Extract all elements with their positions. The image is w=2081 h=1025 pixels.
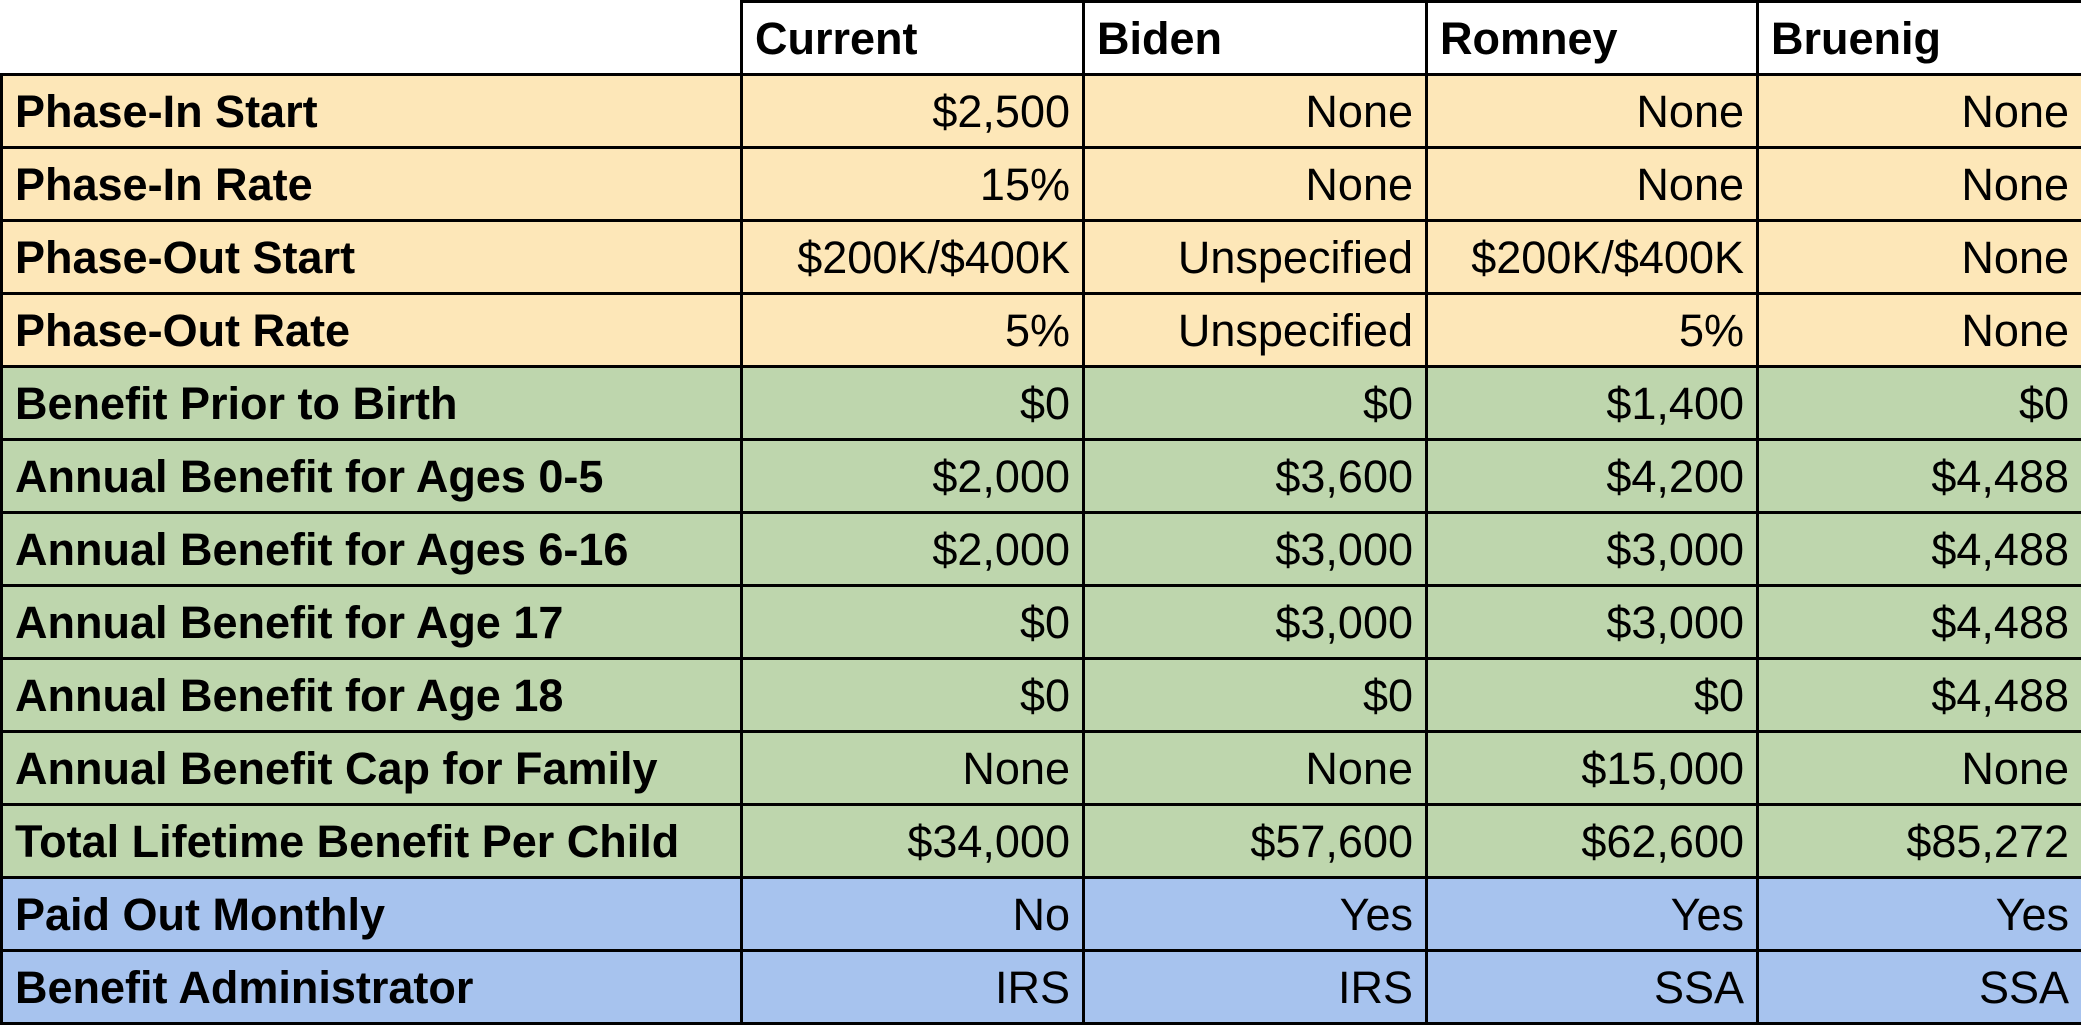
cell-romney: None — [1427, 75, 1758, 148]
cell-romney: $0 — [1427, 659, 1758, 732]
row-label: Phase-In Start — [2, 75, 742, 148]
cell-romney: Yes — [1427, 878, 1758, 951]
cell-biden: None — [1084, 732, 1427, 805]
cell-current: $2,000 — [742, 440, 1084, 513]
corner-cell — [2, 2, 742, 75]
row-label: Annual Benefit Cap for Family — [2, 732, 742, 805]
cell-biden: $0 — [1084, 659, 1427, 732]
cell-biden: $0 — [1084, 367, 1427, 440]
cell-bruenig: SSA — [1758, 951, 2081, 1024]
header-row — [2, 2, 2081, 75]
cell-biden: IRS — [1084, 951, 1427, 1024]
cell-current: $0 — [742, 659, 1084, 732]
cell-bruenig: None — [1758, 732, 2081, 805]
cell-current: None — [742, 732, 1084, 805]
table-row — [2, 878, 2081, 951]
cell-current: $34,000 — [742, 805, 1084, 878]
cell-romney: $15,000 — [1427, 732, 1758, 805]
cell-current: $2,500 — [742, 75, 1084, 148]
cell-biden: $3,600 — [1084, 440, 1427, 513]
cell-romney: 5% — [1427, 294, 1758, 367]
cell-biden: Unspecified — [1084, 221, 1427, 294]
column-header-romney: Romney — [1427, 2, 1758, 75]
row-label: Total Lifetime Benefit Per Child — [2, 805, 742, 878]
column-header-biden: Biden — [1084, 2, 1427, 75]
row-label: Paid Out Monthly — [2, 878, 742, 951]
cell-current: 5% — [742, 294, 1084, 367]
table-row — [2, 586, 2081, 659]
table-row — [2, 513, 2081, 586]
cell-romney: $3,000 — [1427, 586, 1758, 659]
cell-current: $0 — [742, 367, 1084, 440]
cell-current: $0 — [742, 586, 1084, 659]
cell-biden: Unspecified — [1084, 294, 1427, 367]
row-label: Annual Benefit for Age 17 — [2, 586, 742, 659]
cell-current: 15% — [742, 148, 1084, 221]
cell-romney: None — [1427, 148, 1758, 221]
cell-biden: $3,000 — [1084, 586, 1427, 659]
table-row — [2, 732, 2081, 805]
cell-current: $200K/$400K — [742, 221, 1084, 294]
cell-biden: $57,600 — [1084, 805, 1427, 878]
cell-bruenig: $4,488 — [1758, 586, 2081, 659]
cell-bruenig: None — [1758, 294, 2081, 367]
row-label: Phase-Out Rate — [2, 294, 742, 367]
table-body — [2, 75, 2081, 1024]
column-header-bruenig: Bruenig — [1758, 2, 2081, 75]
row-label: Phase-Out Start — [2, 221, 742, 294]
cell-romney: SSA — [1427, 951, 1758, 1024]
cell-biden: None — [1084, 75, 1427, 148]
cell-bruenig: $4,488 — [1758, 659, 2081, 732]
table-row — [2, 75, 2081, 148]
row-label: Annual Benefit for Ages 0-5 — [2, 440, 742, 513]
table-row — [2, 367, 2081, 440]
cell-biden: $3,000 — [1084, 513, 1427, 586]
row-label: Benefit Administrator — [2, 951, 742, 1024]
cell-bruenig: $0 — [1758, 367, 2081, 440]
cell-bruenig: $4,488 — [1758, 440, 2081, 513]
cell-romney: $3,000 — [1427, 513, 1758, 586]
row-label: Phase-In Rate — [2, 148, 742, 221]
cell-bruenig: $4,488 — [1758, 513, 2081, 586]
cell-bruenig: $85,272 — [1758, 805, 2081, 878]
table-row — [2, 659, 2081, 732]
table-row — [2, 294, 2081, 367]
row-label: Annual Benefit for Ages 6-16 — [2, 513, 742, 586]
table-row — [2, 951, 2081, 1024]
column-header-current: Current — [742, 2, 1084, 75]
cell-current: IRS — [742, 951, 1084, 1024]
cell-bruenig: Yes — [1758, 878, 2081, 951]
cell-romney: $62,600 — [1427, 805, 1758, 878]
cell-biden: Yes — [1084, 878, 1427, 951]
table-row — [2, 440, 2081, 513]
cell-bruenig: None — [1758, 75, 2081, 148]
cell-current: $2,000 — [742, 513, 1084, 586]
cell-bruenig: None — [1758, 148, 2081, 221]
row-label: Annual Benefit for Age 18 — [2, 659, 742, 732]
cell-romney: $1,400 — [1427, 367, 1758, 440]
row-label: Benefit Prior to Birth — [2, 367, 742, 440]
cell-romney: $200K/$400K — [1427, 221, 1758, 294]
table-row — [2, 148, 2081, 221]
cell-bruenig: None — [1758, 221, 2081, 294]
cell-current: No — [742, 878, 1084, 951]
cell-romney: $4,200 — [1427, 440, 1758, 513]
cell-biden: None — [1084, 148, 1427, 221]
table-row — [2, 221, 2081, 294]
table-row — [2, 805, 2081, 878]
